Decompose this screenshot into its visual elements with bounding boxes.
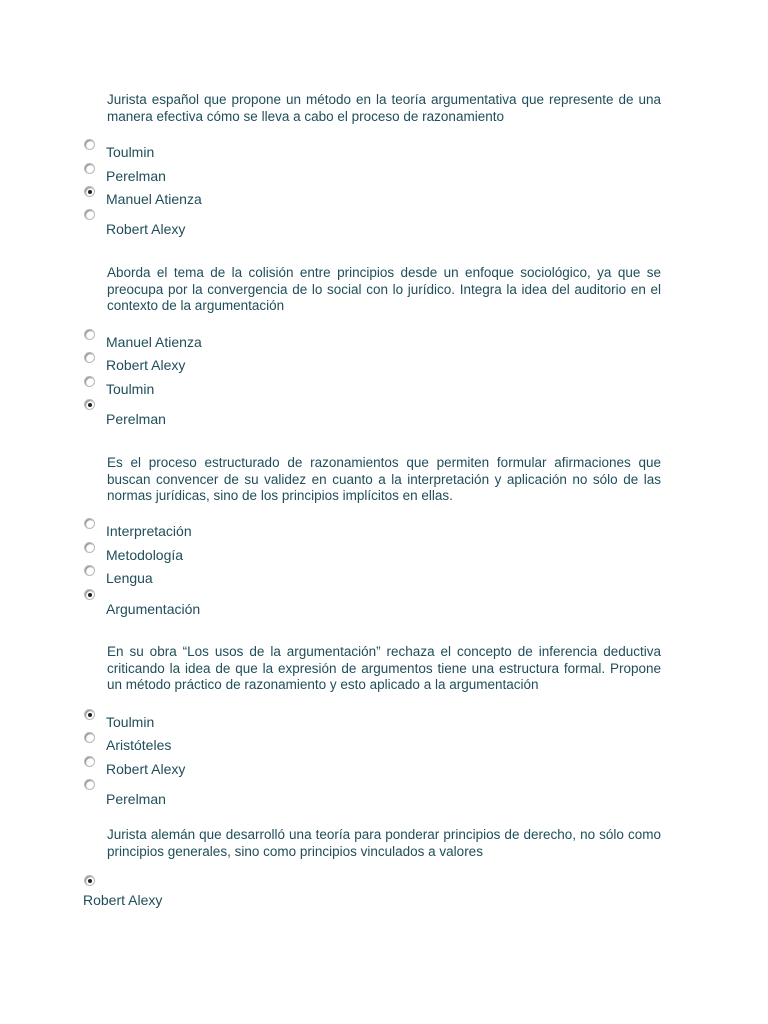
option-q4-perelman[interactable] — [84, 779, 384, 807]
radio-button-selected[interactable] — [84, 186, 95, 197]
option-label: Robert Alexy — [83, 892, 163, 908]
option-q2-robert-alexy[interactable] — [84, 352, 384, 376]
option-label: Robert Alexy — [106, 221, 186, 237]
option-q3-argumentacion[interactable] — [84, 589, 384, 617]
question-5-text: Jurista alemán que desarrolló una teoría para ponderar principios de derecho, no sólo como principios generales, sino como principios vinculados a valores — [107, 827, 661, 859]
option-q1-manuel-atienza[interactable] — [84, 186, 384, 210]
question-1-text: Jurista español que propone un método en la teoría argumentativa que represente de una manera efectiva cómo se lleva a cabo el proceso de razonamiento — [107, 92, 661, 124]
option-q4-aristoteles[interactable] — [84, 732, 384, 756]
option-label: Manuel Atienza — [106, 334, 202, 350]
option-q4-toulmin[interactable] — [84, 709, 384, 733]
option-label: Toulmin — [106, 381, 155, 397]
option-label: Lengua — [106, 570, 153, 586]
option-label: Argumentación — [106, 601, 201, 617]
radio-button[interactable] — [84, 209, 95, 220]
radio-button-selected[interactable] — [84, 709, 95, 720]
option-label: Robert Alexy — [106, 357, 186, 373]
option-q4-robert-alexy[interactable] — [84, 756, 384, 780]
option-q3-metodologia[interactable] — [84, 542, 384, 566]
radio-button[interactable] — [84, 139, 95, 150]
option-label: Perelman — [106, 411, 166, 427]
option-label: Metodología — [106, 547, 184, 563]
question-4-text: En su obra “Los usos de la argumentación” rechaza el concepto de inferencia deductiva criticando la idea de que la expresión de argumentos tiene una estructura formal. Propone un método práctico de razonamiento y esto aplicado a la argumentación — [107, 644, 661, 692]
option-q1-robert-alexy[interactable] — [84, 209, 384, 237]
option-q3-lengua[interactable] — [84, 565, 384, 589]
radio-button[interactable] — [84, 542, 95, 553]
question-2-text: Aborda el tema de la colisión entre principios desde un enfoque sociológico, ya que se preocupa por la convergencia de lo social con lo jurídico. Integra la idea del auditorio en el contexto de la argumentación — [107, 265, 661, 313]
option-label: Manuel Atienza — [106, 191, 202, 207]
option-label: Interpretación — [106, 523, 192, 539]
option-q2-perelman[interactable] — [84, 399, 384, 427]
option-q1-perelman[interactable] — [84, 163, 384, 187]
option-q2-toulmin[interactable] — [84, 376, 384, 400]
radio-button[interactable] — [84, 732, 95, 743]
radio-button[interactable] — [84, 329, 95, 340]
option-label: Toulmin — [106, 714, 155, 730]
radio-button[interactable] — [84, 756, 95, 767]
option-label: Perelman — [106, 168, 166, 184]
option-q5-robert-alexy[interactable] — [83, 875, 384, 908]
option-label: Aristóteles — [106, 737, 172, 753]
question-3-text: Es el proceso estructurado de razonamientos que permiten formular afirmaciones que buscan convencer de su validez en cuanto a la interpretación y aplicación no sólo de las normas jurídicas, sino de los principios implícitos en ellas. — [107, 455, 661, 503]
radio-button[interactable] — [84, 518, 95, 529]
option-label: Robert Alexy — [106, 761, 186, 777]
option-label: Toulmin — [106, 144, 155, 160]
radio-button-selected[interactable] — [84, 399, 95, 410]
option-label: Perelman — [106, 791, 166, 807]
radio-button[interactable] — [84, 163, 95, 174]
radio-button[interactable] — [84, 779, 95, 790]
option-q2-manuel-atienza[interactable] — [84, 329, 384, 353]
radio-button[interactable] — [84, 565, 95, 576]
radio-button[interactable] — [84, 352, 95, 363]
option-q1-toulmin[interactable] — [84, 139, 384, 163]
option-q3-interpretacion[interactable] — [84, 518, 384, 542]
radio-button-selected[interactable] — [84, 875, 95, 886]
radio-button[interactable] — [84, 376, 95, 387]
radio-button-selected[interactable] — [84, 589, 95, 600]
